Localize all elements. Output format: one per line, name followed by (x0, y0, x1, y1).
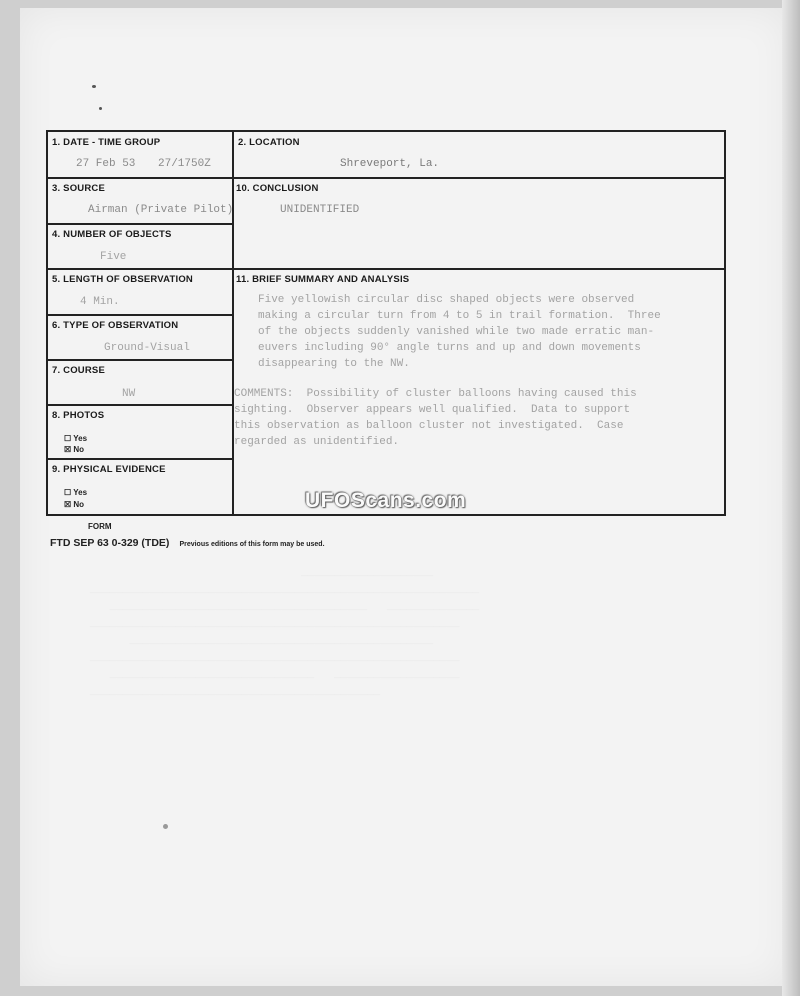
physical-evidence-yes-option: ☐ Yes (64, 488, 88, 497)
speck (163, 824, 168, 829)
type-of-observation-label: 6. TYPE OF OBSERVATION (52, 320, 179, 331)
project-card-form (46, 130, 726, 516)
row-divider (48, 404, 232, 406)
speck (99, 107, 102, 110)
comments-line: regarded as unidentified. (234, 436, 400, 448)
type-of-observation-value: Ground-Visual (104, 342, 190, 354)
summary-text (258, 292, 661, 372)
number-of-objects-label: 4. NUMBER OF OBJECTS (52, 229, 172, 240)
comments-line: this observation as balloon cluster not investigated. Case (234, 420, 624, 432)
footer-form-word: FORM (88, 522, 112, 531)
row-divider (48, 359, 232, 361)
number-of-objects-value: Five (100, 251, 127, 263)
speck (92, 85, 96, 88)
summary-line: making a circular turn from 4 to 5 in trail formation. Three (258, 310, 661, 322)
summary-line: euvers including 90° angle turns and up and down movements (258, 342, 641, 354)
source-value: Airman (Private Pilot) (88, 204, 234, 216)
bleed-through-text: ____________________ ___________________________________________________________ _______________________________________ ______________ ________________________________________________________ ______________________________________________ ________________________________________________________ _______________________________ ___________________ ____________________________________________ (89, 567, 480, 698)
summary-label: 11. BRIEF SUMMARY AND ANALYSIS (236, 274, 410, 285)
location-value: Shreveport, La. (340, 158, 440, 170)
row-divider (48, 458, 232, 460)
length-of-observation-label: 5. LENGTH OF OBSERVATION (52, 274, 193, 285)
physical-evidence-yes-label: Yes (73, 488, 88, 497)
summary-line: Five yellowish circular disc shaped objects were observed (258, 294, 635, 306)
time-value: 27/1750Z (158, 158, 211, 170)
form-id: FTD SEP 63 0-329 (TDE) (50, 537, 170, 549)
photos-yes-label: Yes (73, 434, 88, 443)
conclusion-label: 10. CONCLUSION (236, 183, 319, 194)
column-divider (232, 132, 234, 516)
form-footer (50, 533, 325, 551)
comments-line: COMMENTS: Possibility of cluster balloons having caused this (234, 388, 637, 400)
source-label: 3. SOURCE (52, 183, 106, 194)
course-value: NW (122, 388, 136, 400)
date-time-group-label: 1. DATE - TIME GROUP (52, 137, 161, 148)
date-value: 27 Feb 53 (76, 158, 136, 170)
photos-yes-option: ☐ Yes (64, 434, 88, 443)
form-note: Previous editions of this form may be used. (179, 541, 325, 548)
summary-line: of the objects suddenly vanished while two made erratic man- (258, 326, 655, 338)
physical-evidence-no-label: No (73, 500, 85, 509)
page-edge (782, 0, 800, 996)
course-label: 7. COURSE (52, 365, 106, 376)
row-divider (48, 268, 724, 270)
row-divider (48, 177, 724, 179)
comments-line: sighting. Observer appears well qualified. Data to support (234, 404, 631, 416)
photos-no-option: ☒ No (64, 445, 85, 454)
conclusion-value: UNIDENTIFIED (280, 204, 360, 216)
comments-text (234, 386, 637, 450)
photos-no-label: No (73, 445, 85, 454)
row-divider (48, 314, 232, 316)
location-label: 2. LOCATION (238, 137, 300, 148)
physical-evidence-no-option: ☒ No (64, 500, 85, 509)
watermark: UFOScans.com (305, 489, 467, 512)
row-divider (48, 223, 232, 225)
physical-evidence-label: 9. PHYSICAL EVIDENCE (52, 464, 166, 475)
photos-label: 8. PHOTOS (52, 410, 105, 421)
length-of-observation-value: 4 Min. (80, 296, 120, 308)
summary-line: disappearing to the NW. (258, 358, 410, 370)
